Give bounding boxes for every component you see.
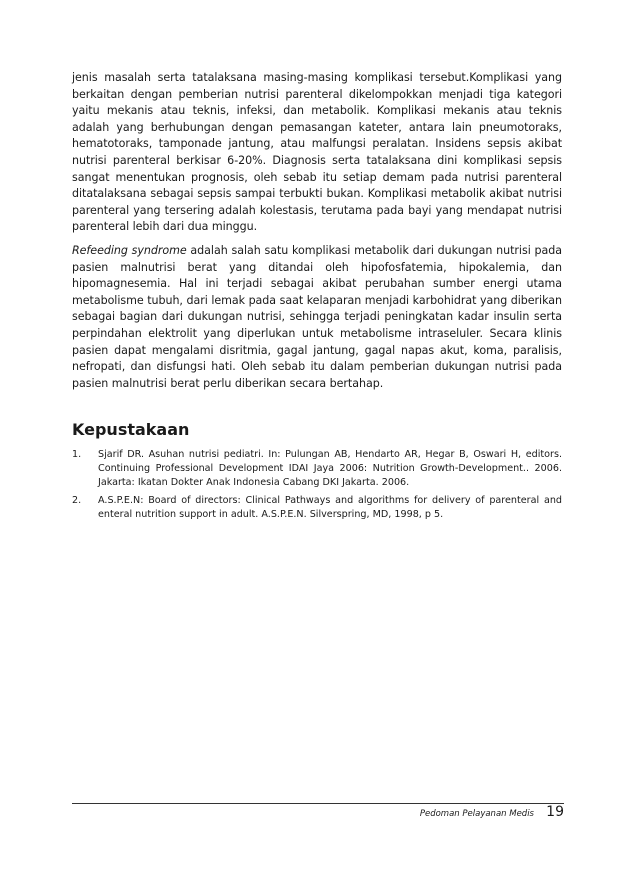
reference-item-2 bbox=[72, 494, 562, 522]
reference-number: 1. bbox=[72, 449, 82, 461]
reference-number: 2. bbox=[72, 495, 82, 507]
footer-title: Pedoman Pelayanan Medis bbox=[419, 809, 534, 819]
body-paragraph-1: jenis masalah serta tatalaksana masing-masing komplikasi tersebut.Komplikasi yang berkaitan dengan pemberian nutrisi parenteral dikelompokkan menjadi tiga kategori yaitu mekanis atau teknis, infeksi, dan metabolik. Komplikasi mekanis atau teknis adalah yang berhubungan dengan pemasangan kateter, antara lain pneumotoraks, hematotoraks, tamponade jantung, atau malfungsi peralatan. Insidens sepsis akibat nutrisi parenteral berkisar 6-20%. Diagnosis serta tatalaksana dini komplikasi sepsis sangat menentukan prognosis, oleh sebab itu setiap demam pada nutrisi parenteral ditatalaksana sebagai sepsis sampai terbukti bukan. Komplikasi metabolik akibat nutrisi parenteral yang tersering adalah kolestasis, terutama pada bayi yang mendapat nutrisi parenteral lebih dari dua minggu. bbox=[72, 71, 562, 234]
references-heading: Kepustakaan bbox=[72, 420, 190, 440]
footer-divider bbox=[72, 803, 564, 804]
reference-item-1 bbox=[72, 448, 562, 490]
reference-text: Sjarif DR. Asuhan nutrisi pediatri. In: Pulungan AB, Hendarto AR, Hegar B, Oswari H, editors. Continuing Professional Development IDAI Jaya 2006: Nutrition Growth-Development.. 2006. Jakarta: Ikatan Dokter Anak Indonesia Cabang DKI Jakarta. 2006. bbox=[98, 449, 562, 489]
page-number: 19 bbox=[546, 804, 564, 820]
refeeding-syndrome-term: Refeeding syndrome bbox=[72, 243, 187, 257]
main-content bbox=[72, 70, 562, 526]
reference-list bbox=[72, 448, 562, 522]
reference-text: A.S.P.E.N: Board of directors: Clinical Pathways and algorithms for delivery of parenteral and enteral nutrition support in adult. A.S.P.E.N. Silverspring, MD, 1998, p 5. bbox=[98, 495, 562, 521]
body-paragraph-2-text: adalah salah satu komplikasi metabolik dari dukungan nutrisi pada pasien malnutrisi berat yang ditandai oleh hipofosfatemia, hipokalemia, dan hipomagnesemia. Hal ini terjadi sebagai akibat perubahan sumber energi utama metabolisme tubuh, dari lemak pada saat kelaparan menjadi karbohidrat yang diberikan sebagai bagian dari dukungan nutrisi, sehingga terjadi peningkatan kadar insulin serta perpindahan elektrolit yang diperlukan untuk metabolisme intraseluler. Secara klinis pasien dapat mengalami disritmia, gagal jantung, gagal napas akut, koma, paralisis, nefropati, dan disfungsi hati. Oleh sebab itu dalam pemberian dukungan nutrisi pada pasien malnutrisi berat perlu diberikan secara bertahap. bbox=[72, 243, 563, 390]
body-paragraph-2 bbox=[72, 243, 562, 392]
